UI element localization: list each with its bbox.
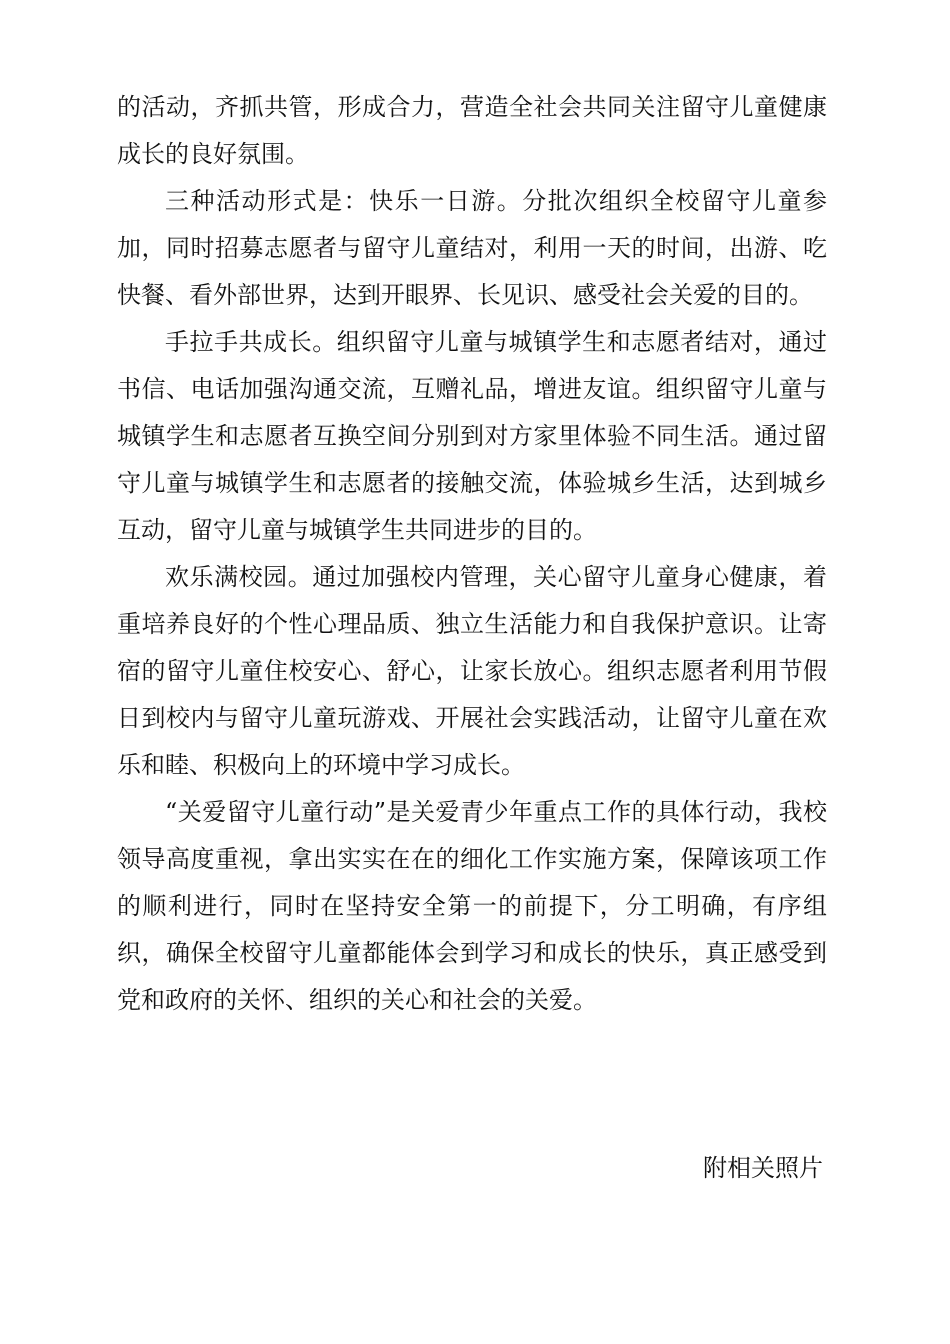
attachment-note: 附相关照片 <box>703 1154 823 1182</box>
paragraph-conclusion: “关爱留守儿童行动”是关爱青少年重点工作的具体行动，我校领导高度重视，拿出实实在在的细化工作实施方案，保障该项工作的顺利进行，同时在坚持安全第一的前提下，分工明确，有序组织，确保全校留守儿童都能体会到学习和成长的快乐，真正感受到党和政府的关怀、组织的关心和社会的关爱。 <box>117 798 827 1014</box>
paragraph-continuation: 的活动，齐抓共管，形成合力，营造全社会共同关注留守儿童健康成长的良好氛围。 <box>117 93 827 168</box>
paragraph-hand-in-hand: 手拉手共成长。组织留守儿童与城镇学生和志愿者结对，通过书信、电话加强沟通交流，互赠礼品，增进友谊。组织留守儿童与城镇学生和志愿者互换空间分别到对方家里体验不同生活。通过留守儿童与城镇学生和志愿者的接触交流，体验城乡生活，达到城乡互动，留守儿童与城镇学生共同进步的目的。 <box>117 328 827 544</box>
document-body <box>117 84 827 1024</box>
paragraph-activity-forms: 三种活动形式是：快乐一日游。分批次组织全校留守儿童参加，同时招募志愿者与留守儿童结对，利用一天的时间，出游、吃快餐、看外部世界，达到开眼界、长见识、感受社会关爱的目的。 <box>117 187 827 309</box>
paragraph-happy-campus: 欢乐满校园。通过加强校内管理，关心留守儿童身心健康，着重培养良好的个性心理品质、独立生活能力和自我保护意识。让寄宿的留守儿童住校安心、舒心，让家长放心。组织志愿者利用节假日到校内与留守儿童玩游戏、开展社会实践活动，让留守儿童在欢乐和睦、积极向上的环境中学习成长。 <box>117 563 827 779</box>
